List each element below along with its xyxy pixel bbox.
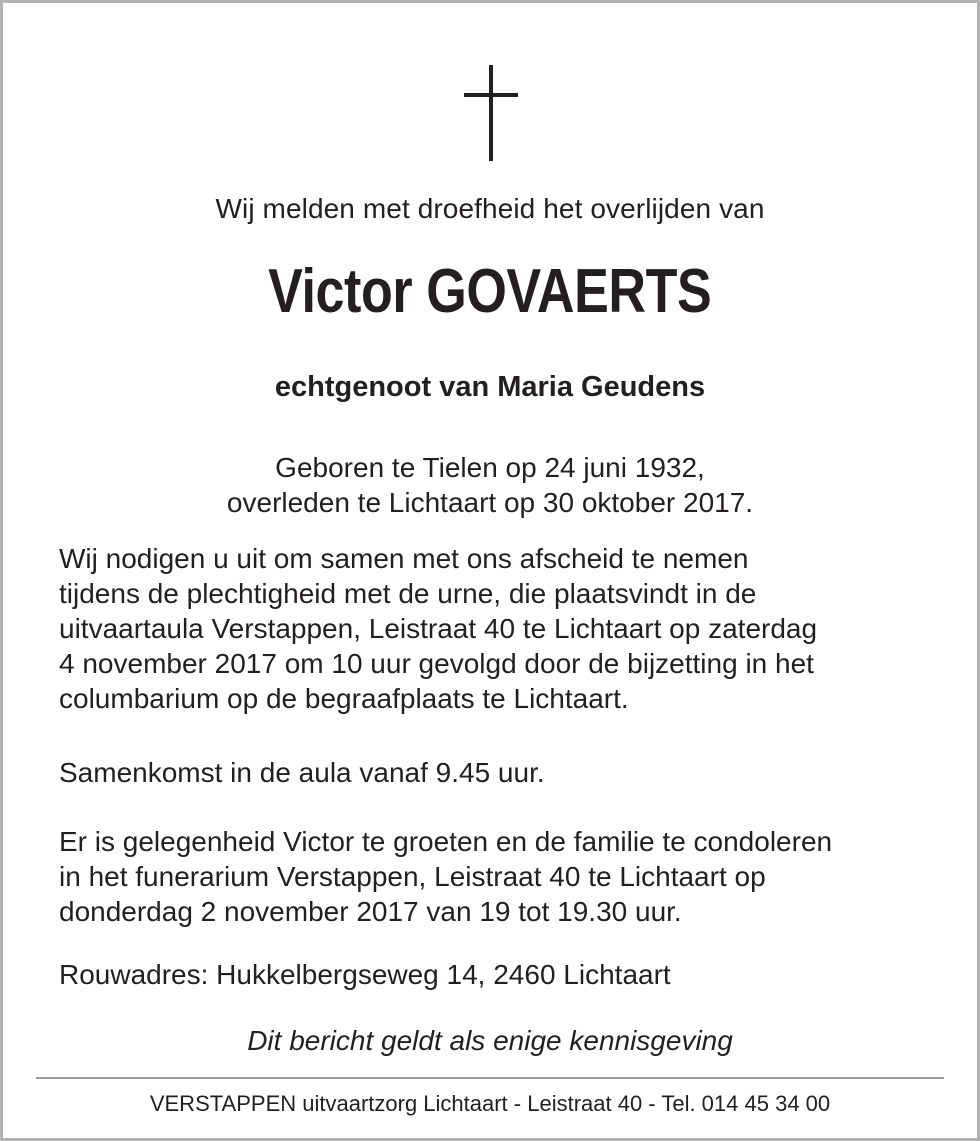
visitation-paragraph <box>59 824 939 929</box>
ceremony-line: tijdens de plechtigheid met de urne, die plaatsvindt in de <box>59 578 757 609</box>
ceremony-line: 4 november 2017 om 10 uur gevolgd door de bijzetting in het <box>59 648 814 679</box>
address-line: Rouwadres: Hukkelbergseweg 14, 2460 Lichtaart <box>59 959 671 990</box>
intro-text: Wij melden met droefheid het overlijden van <box>215 193 765 224</box>
visitation-line: in het funerarium Verstappen, Leistraat 40 te Lichtaart op <box>59 861 766 892</box>
spouse-line: echtgenoot van Maria Geudens <box>274 371 706 403</box>
birth-line: Geboren te Tielen op 24 juni 1932, <box>275 452 705 483</box>
address-paragraph <box>59 957 939 992</box>
gathering-line: Samenkomst in de aula vanaf 9.45 uur. <box>59 757 545 788</box>
death-line: overleden te Lichtaart op 30 oktober 2017. <box>226 487 754 518</box>
gathering-paragraph <box>59 755 939 790</box>
ceremony-line: columbarium op de begraafplaats te Lichtaart. <box>59 683 629 714</box>
footer-text: VERSTAPPEN uitvaartzorg Lichtaart - Leistraat 40 - Tel. 014 45 34 00 <box>149 1091 831 1116</box>
ceremony-paragraph <box>59 541 939 716</box>
notice-line: Dit bericht geldt als enige kennisgeving <box>247 1025 733 1056</box>
life-dates <box>3 450 977 520</box>
deceased-name: Victor GOVAERTS <box>268 257 712 326</box>
visitation-line: Er is gelegenheid Victor te groeten en de familie te condoleren <box>59 826 833 857</box>
ceremony-line: Wij nodigen u uit om samen met ons afscheid te nemen <box>59 543 749 574</box>
cross-icon <box>461 63 521 163</box>
visitation-line: donderdag 2 november 2017 van 19 tot 19.30 uur. <box>59 896 682 927</box>
ceremony-line: uitvaartaula Verstappen, Leistraat 40 te Lichtaart op zaterdag <box>59 613 818 644</box>
footer-divider <box>36 1077 944 1079</box>
